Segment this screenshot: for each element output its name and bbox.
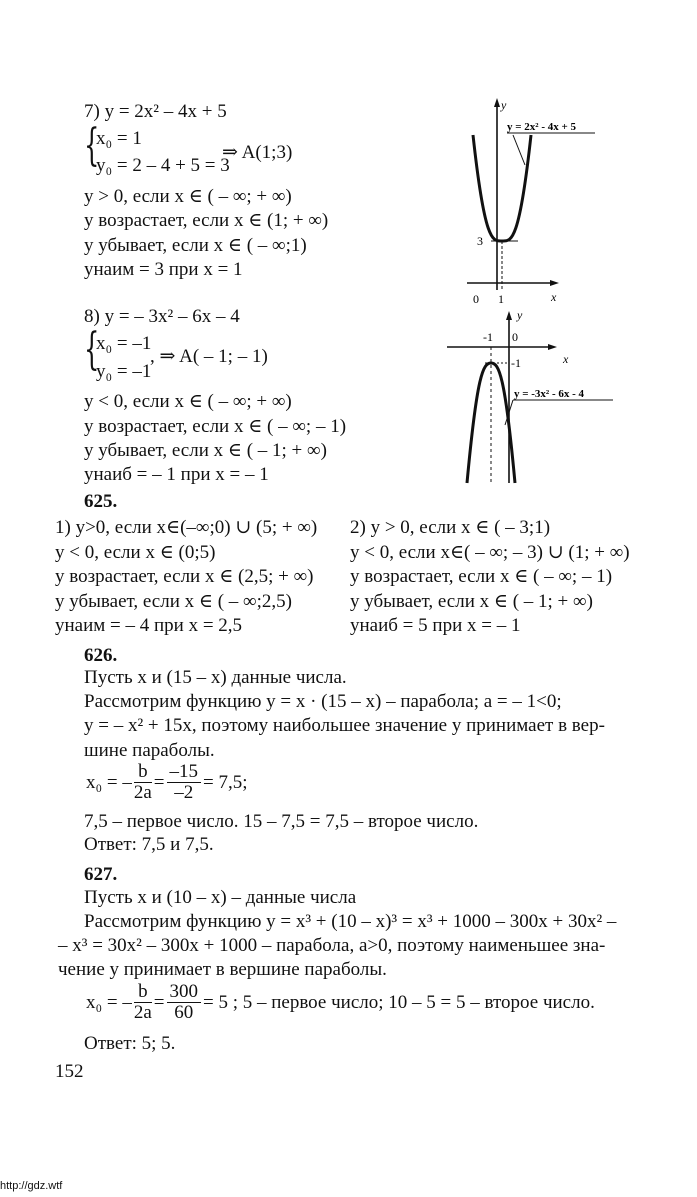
graph2-x-label: x (563, 352, 569, 366)
problem-626-line3: y = – x² + 15x, поэтому наибольшее значение y принимает в вер- (84, 715, 605, 736)
task8-system-line1: x₀ = –1 (96, 333, 152, 354)
site-link[interactable]: http://gdz.wtf (0, 1180, 63, 1192)
problem-626-fraction1-num: b (134, 762, 152, 783)
task7-vertex: ⇒ A(1;3) (222, 142, 293, 163)
problem-627-formula-lhs: x₀ = – (86, 991, 132, 1013)
problem-627-fraction1 (134, 982, 152, 1023)
problem-625-left-line3: y возрастает, если x ∈ (2,5; + ∞) (55, 566, 314, 587)
problem-625-left-line1: 1) y>0, если x∈(–∞;0) ∪ (5; + ∞) (55, 517, 318, 538)
page-number: 152 (55, 1061, 84, 1082)
problem-627-line2: Рассмотрим функцию y = x³ + (10 – x)³ = x³ + 1000 – 300x + 30x² – (84, 911, 617, 932)
problem-625-title: 625. (84, 491, 118, 512)
problem-626-equals: = (153, 771, 165, 793)
task8-line3: y убывает, если x ∈ ( – 1; + ∞) (84, 440, 327, 461)
problem-627-fraction1-den: 2a (133, 1002, 152, 1023)
graph1-x-tick-label: 1 (498, 292, 504, 306)
graph2-x-tick-label: -1 (483, 330, 493, 344)
problem-627-formula (86, 982, 595, 1023)
problem-626-fraction2-den: –2 (174, 782, 194, 803)
problem-625-right-line1: 2) y > 0, если x ∈ ( – 3;1) (350, 517, 551, 538)
task7-system-line1: x₀ = 1 (96, 128, 142, 149)
graph1-x-label: x (551, 290, 557, 304)
problem-627-line4: чение y принимает в вершине параболы. (58, 959, 387, 980)
problem-626-fraction2 (167, 762, 202, 803)
task8-system-line2: y₀ = –1 (96, 361, 152, 382)
problem-627-equals: = (153, 991, 165, 1013)
problem-626-formula (86, 762, 248, 803)
problem-625-left-line2: y < 0, если x ∈ (0;5) (55, 542, 216, 563)
graph2-origin-label: 0 (512, 330, 518, 344)
task7-line2: y возрастает, если x ∈ (1; + ∞) (84, 210, 329, 231)
task7-line3: y убывает, если x ∈ ( – ∞;1) (84, 235, 307, 256)
problem-626-formula-lhs: x₀ = – (86, 771, 132, 793)
task8-header: 8) y = – 3x² – 6x – 4 (84, 306, 240, 327)
graph1-parabola-plot (455, 95, 605, 310)
task8-vertex: , ⇒ A( – 1; – 1) (150, 346, 268, 367)
task8-brace: { (84, 324, 100, 375)
task8-line2: y возрастает, если x ∈ ( – ∞; – 1) (84, 416, 347, 437)
graph1-y-tick-label: 3 (477, 234, 483, 248)
graph1-x-arrow (550, 280, 559, 286)
problem-625-right-line2: y < 0, если x∈( – ∞; – 3) ∪ (1; + ∞) (350, 542, 630, 563)
problem-627-line1: Пусть x и (10 – x) – данные числа (84, 887, 357, 908)
graph2-caption: y = -3x² - 6x - 4 (514, 388, 585, 400)
problem-625-right-line5: yнаиб = 5 при x = – 1 (350, 615, 521, 636)
graph2-parabola-plot (445, 305, 620, 485)
graph1-caption: y = 2x² - 4x + 5 (507, 121, 576, 133)
problem-626-line5: 7,5 – первое число. 15 – 7,5 = 7,5 – второе число. (84, 811, 479, 832)
problem-626-fraction1-den: 2a (133, 782, 152, 803)
task7-system-line2: y₀ = 2 – 4 + 5 = 3 (96, 155, 230, 176)
graph1-y-arrow (494, 98, 500, 107)
graph2-x-arrow (548, 344, 557, 350)
problem-627-fraction2-num: 300 (167, 982, 202, 1003)
task7-header: 7) y = 2x² – 4x + 5 (84, 101, 227, 122)
graph2-curve (467, 363, 515, 483)
graph1-caption-pointer (513, 135, 525, 165)
problem-627-line3: – x³ = 30x² – 300x + 1000 – парабола, a>0, поэтому наименьшее зна- (58, 935, 606, 956)
task7-line1: y > 0, если x ∈ ( – ∞; + ∞) (84, 186, 292, 207)
problem-627-title: 627. (84, 864, 118, 885)
problem-626-title: 626. (84, 645, 118, 666)
problem-626-line2: Рассмотрим функцию y = x · (15 – x) – парабола; a = – 1<0; (84, 691, 562, 712)
graph2-y-label: y (517, 308, 523, 322)
problem-625-right-line3: y возрастает, если x ∈ ( – ∞; – 1) (350, 566, 613, 587)
problem-627-fraction2-den: 60 (174, 1002, 194, 1023)
task8-line1: y < 0, если x ∈ ( – ∞; + ∞) (84, 391, 292, 412)
problem-627-answer: Ответ: 5; 5. (84, 1033, 176, 1054)
task8-line4: yнаиб = – 1 при x = – 1 (84, 464, 269, 485)
problem-626-formula-result: = 7,5; (203, 771, 248, 793)
problem-626-line1: Пусть x и (15 – x) данные числа. (84, 667, 347, 688)
problem-625-left-line4: y убывает, если x ∈ ( – ∞;2,5) (55, 591, 292, 612)
problem-626-line4: шине параболы. (84, 740, 215, 761)
task7-line4: yнаим = 3 при x = 1 (84, 259, 243, 280)
problem-627-fraction1-num: b (134, 982, 152, 1003)
problem-625-right-line4: y убывает, если x ∈ ( – 1; + ∞) (350, 591, 593, 612)
problem-627-fraction2 (167, 982, 202, 1023)
graph1-origin-label: 0 (473, 292, 479, 306)
graph1-y-label: y (501, 98, 507, 112)
problem-626-fraction1 (134, 762, 152, 803)
graph1-curve (473, 135, 531, 241)
problem-626-answer: Ответ: 7,5 и 7,5. (84, 834, 214, 855)
graph2-y-arrow (506, 311, 512, 320)
problem-626-fraction2-num: –15 (167, 762, 202, 783)
problem-627-formula-result: = 5 ; 5 – первое число; 10 – 5 = 5 – второе число. (203, 991, 595, 1013)
graph2-y-tick-label: -1 (511, 356, 521, 370)
task7-brace: { (84, 120, 100, 171)
problem-625-left-line5: yнаим = – 4 при x = 2,5 (55, 615, 243, 636)
